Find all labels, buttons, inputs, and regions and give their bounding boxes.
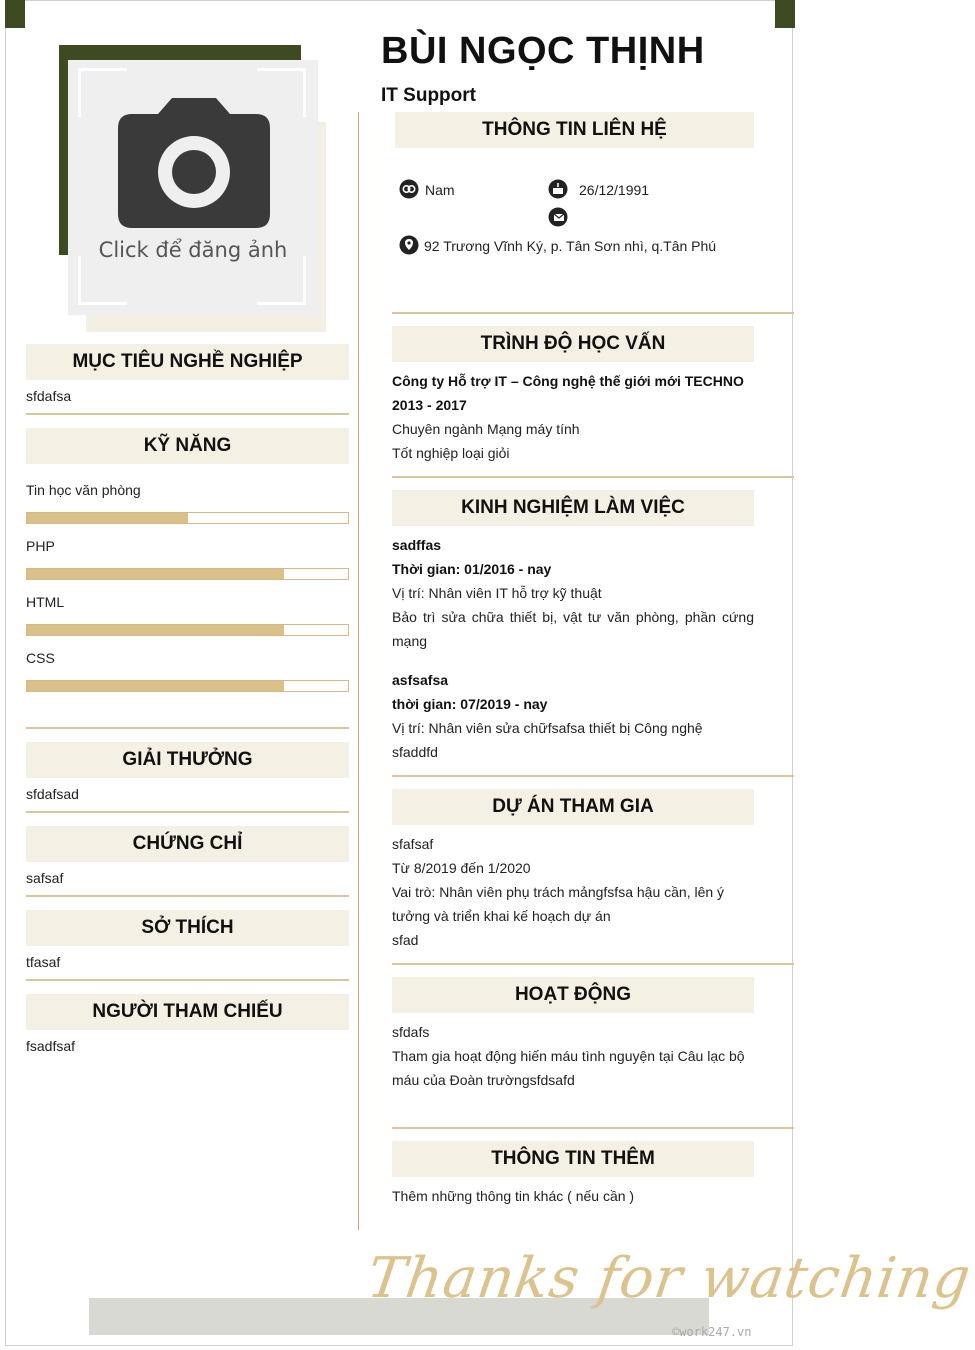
camera-icon: [116, 96, 272, 232]
section-divider: [392, 775, 794, 777]
project-period: Từ 8/2019 đến 1/2020: [392, 860, 531, 876]
objective-title: MỤC TIÊU NGHỀ NGHIỆP: [26, 344, 349, 380]
projects-title: DỰ ÁN THAM GIA: [392, 789, 754, 825]
birthday-cake-icon: [548, 179, 568, 199]
experience-title: KINH NGHIỆM LÀM VIỆC: [392, 490, 754, 526]
skill-label: PHP: [26, 538, 55, 554]
watermark: ©work247.vn: [672, 1325, 752, 1339]
email-icon: [548, 207, 568, 227]
job-position: Vị trí: Nhân viên IT hỗ trợ kỹ thuật: [392, 585, 602, 601]
skill-bar: [26, 568, 349, 580]
skill-label: Tin học văn phòng: [26, 482, 141, 498]
job-company: asfsafsa: [392, 672, 449, 688]
gender-icon: [399, 179, 419, 199]
references-title: NGƯỜI THAM CHIẾU: [26, 994, 349, 1030]
photo-upload-label: Click để đăng ảnh: [98, 238, 288, 262]
job-description: Bảo trì sửa chữa thiết bị, vật tư văn phòng, phần cứng mạng: [392, 609, 754, 649]
contact-section-title: THÔNG TIN LIÊN HỆ: [395, 112, 754, 148]
skills-title: KỸ NĂNG: [26, 428, 349, 464]
frame-corner: [257, 256, 306, 305]
hobbies-title: SỞ THÍCH: [26, 910, 349, 946]
activity-name: sfdafs: [392, 1024, 430, 1040]
education-result: Tốt nghiệp loại giỏi: [392, 445, 510, 461]
certificates-text: safsaf: [26, 870, 64, 886]
education-major: Chuyên ngành Mạng máy tính: [392, 421, 580, 437]
skill-bar-fill: [27, 569, 284, 579]
section-divider: [26, 895, 349, 897]
address-value: 92 Trương Vĩnh Ký, p. Tân Sơn nhì, q.Tân Phú: [424, 238, 717, 254]
awards-text: sfdafsad: [26, 786, 79, 802]
awards-title: GIẢI THƯỞNG: [26, 742, 349, 778]
section-divider: [392, 1127, 794, 1129]
job-description: sfaddfd: [392, 744, 438, 760]
skill-bar: [26, 624, 349, 636]
column-divider: [358, 112, 359, 1230]
thanks-caption: Thanks for watching: [363, 1246, 975, 1311]
corner-accent-right: [775, 0, 795, 28]
location-pin-icon: [399, 235, 419, 255]
job-time: Thời gian: 01/2016 - nay: [392, 561, 552, 577]
job-time: thời gian: 07/2019 - nay: [392, 696, 548, 712]
references-text: fsadfsaf: [26, 1038, 76, 1054]
photo-upload-area[interactable]: [68, 60, 318, 315]
education-title: TRÌNH ĐỘ HỌC VẤN: [392, 326, 754, 362]
skill-bar: [26, 512, 349, 524]
skill-label: HTML: [26, 594, 65, 610]
skill-bar-fill: [27, 513, 188, 523]
birthday-value: 26/12/1991: [579, 182, 650, 198]
job-position: Vị trí: Nhân viên sửa chữfsafsa thiết bị Công nghệ: [392, 720, 703, 736]
objective-text: sfdafsa: [26, 388, 72, 404]
gender-value: Nam: [425, 182, 455, 198]
section-divider: [392, 963, 794, 965]
job-company: sadffas: [392, 537, 442, 553]
skill-label: CSS: [26, 650, 55, 666]
project-extra: sfad: [392, 932, 419, 948]
skill-bar-fill: [27, 681, 284, 691]
section-divider: [392, 476, 794, 478]
certificates-title: CHỨNG CHỈ: [26, 826, 349, 862]
skill-bar-fill: [27, 625, 284, 635]
activity-description: Tham gia hoạt động hiến máu tình nguyện tại Câu lạc bộ máu của Đoàn trườngsfdsafd: [392, 1048, 745, 1088]
activities-title: HOẠT ĐỘNG: [392, 977, 754, 1013]
skill-bar: [26, 680, 349, 692]
project-role: Vai trò: Nhân viên phụ trách mảngfsfsa hậu cần, lên ý tưởng và triển khai kế hoạch dự án: [392, 884, 725, 924]
corner-accent-left: [5, 0, 25, 28]
section-divider: [26, 727, 349, 729]
section-divider: [26, 979, 349, 981]
project-name: sfafsaf: [392, 836, 434, 852]
hobbies-text: tfasaf: [26, 954, 61, 970]
section-divider: [392, 312, 794, 314]
section-divider: [26, 811, 349, 813]
education-school: Công ty Hỗ trợ IT – Công nghệ thế giới mới TECHNO: [392, 373, 744, 389]
frame-corner: [78, 256, 127, 305]
candidate-name: BÙI NGỌC THỊNH: [381, 30, 705, 72]
candidate-role: IT Support: [381, 85, 476, 106]
section-divider: [26, 413, 349, 415]
more-info-text: Thêm những thông tin khác ( nếu cần ): [392, 1188, 635, 1204]
education-period: 2013 - 2017: [392, 397, 467, 413]
more-info-title: THÔNG TIN THÊM: [392, 1141, 754, 1177]
